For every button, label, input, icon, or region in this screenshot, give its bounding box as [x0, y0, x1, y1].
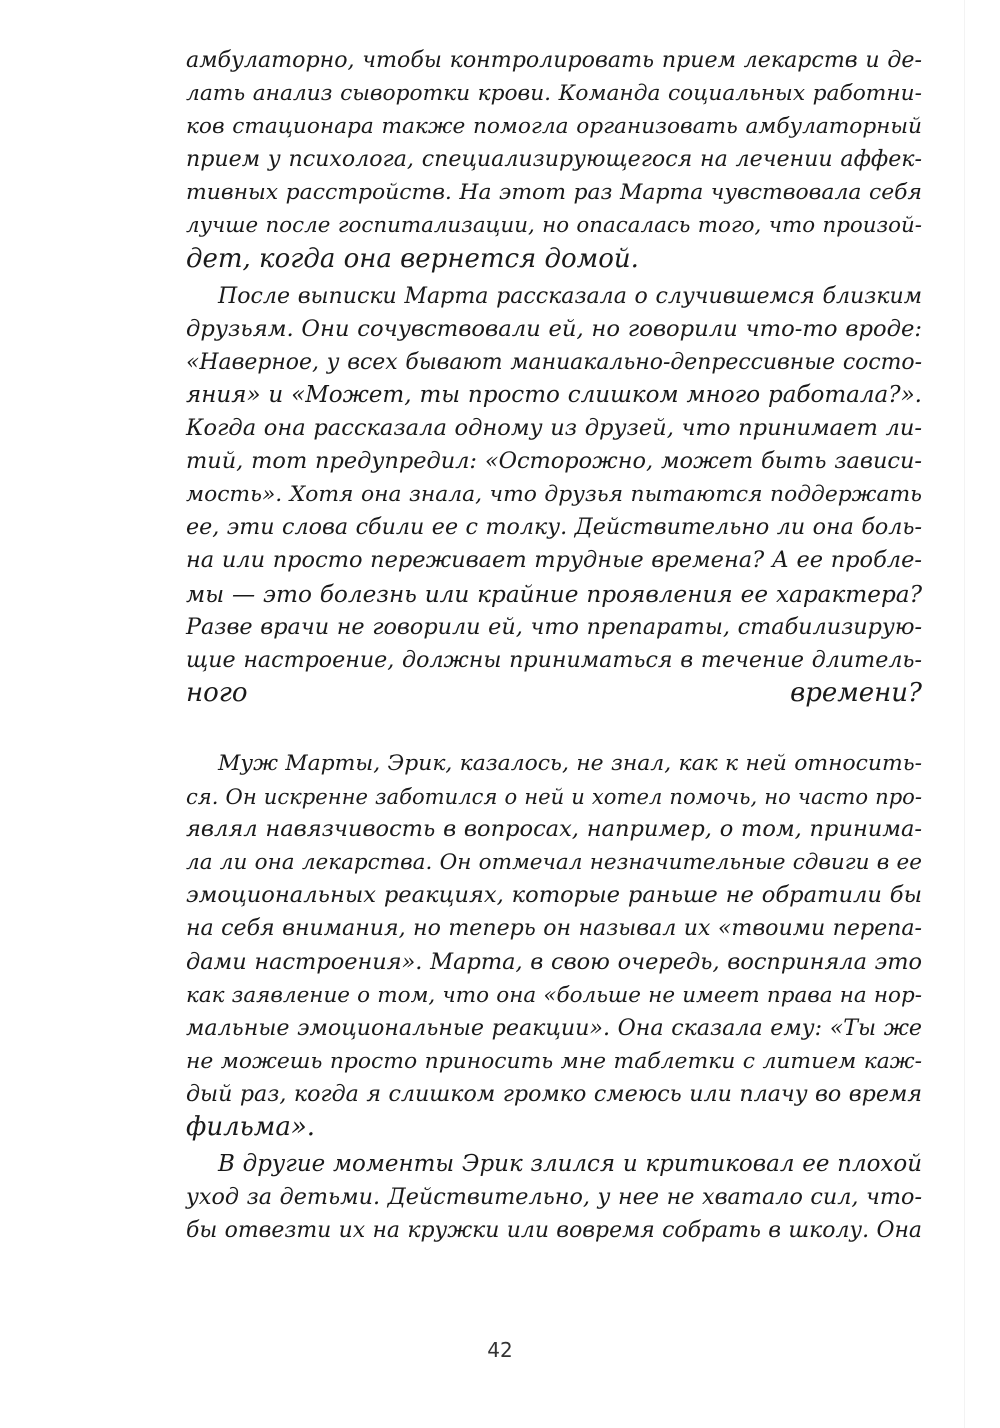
text-line: являл навязчивость в вопросах, например, о том, принима- [186, 816, 922, 843]
text-line: тивных расстройств. На этот раз Марта чувствовала себя [186, 180, 922, 206]
text-line: После выписки Марта рассказала о случившемся близким [218, 282, 922, 309]
text-line: тий, тот предупредил: «Осторожно, может быть зависи- [186, 448, 922, 475]
paragraph-3 [186, 747, 922, 1144]
text-line: мальные эмоциональные реакции». Она сказала ему: «Ты же [186, 1014, 922, 1041]
text-line: дый раз, когда я слишком громко смеюсь или плачу во время [186, 1080, 922, 1107]
text-line: прием у психолога, специализирующегося на лечении аффек- [186, 146, 922, 173]
text-line: эмоциональных реакциях, которые раньше не обратили бы [186, 882, 922, 909]
text-line: ков стационара также помогла организовать амбулаторный [186, 114, 922, 140]
text-line: ее, эти слова сбили ее с толку. Действительно ли она боль- [186, 514, 922, 541]
text-line: «Наверное, у всех бывают маниакально-депрессивные состо- [186, 349, 922, 375]
text-line: щие настроение, должны приниматься в течение длитель- [186, 646, 922, 673]
text-line: мы — это болезнь или крайние проявления ее характера? [186, 580, 922, 608]
text-line: лучше после госпитализации, но опасалась того, что произой- [186, 213, 922, 239]
text-line: ся. Он искренне заботился о ней и хотел помочь, но часто про- [186, 784, 922, 810]
text-line: мость». Хотя она знала, что друзья пытаются поддержать [186, 482, 922, 508]
text-line: Муж Марты, Эрик, казалось, не знал, как к ней относить- [218, 750, 922, 776]
paragraph-2 [186, 280, 922, 743]
text-line: ла ли она лекарства. Он отмечал незначительные сдвиги в ее [186, 850, 922, 876]
text-line [186, 710, 922, 743]
text-line: как заявление о том, что она «больше не имеет права на нор- [186, 982, 922, 1008]
text-line: фильма». [186, 1112, 316, 1142]
page-number: 42 [487, 1338, 513, 1362]
paragraph-1 [186, 44, 922, 276]
text-line: лать анализ сыворотки крови. Команда социальных работни- [186, 81, 922, 107]
text-line: яния» и «Может, ты просто слишком много работала?». [186, 381, 922, 408]
text-line: друзьям. Они сочувствовали ей, но говорили что-то вроде: [186, 315, 922, 342]
body-text [186, 44, 922, 1251]
text-line: дет, когда она вернется домой. [186, 243, 639, 274]
text-line: дами настроения». Марта, в свою очередь, восприняла это [186, 948, 922, 975]
paragraph-4 [186, 1148, 922, 1247]
text-line: на или просто переживает трудные времена? А ее пробле- [186, 547, 922, 574]
text-line: амбулаторно, чтобы контролировать прием лекарств и де- [186, 47, 922, 73]
text-line: бы отвезти их на кружки или вовремя собрать в школу. Она [186, 1218, 922, 1244]
text-line: уход за детьми. Действительно, у нее не хватало сил, что- [186, 1184, 922, 1211]
text-line: Разве врачи не говорили ей, что препараты, стабилизирую- [186, 613, 922, 640]
text-line: ного времени? [186, 677, 922, 708]
text-line: Когда она рассказала одному из друзей, что принимает ли- [186, 415, 922, 442]
text-line: на себя внимания, но теперь он называл их «твоими перепа- [186, 916, 922, 942]
text-line: В другие моменты Эрик злился и критиковал ее плохой [218, 1151, 922, 1178]
page-edge-shadow [964, 0, 965, 1428]
text-line: не можешь просто приносить мне таблетки с литием каж- [186, 1048, 922, 1074]
